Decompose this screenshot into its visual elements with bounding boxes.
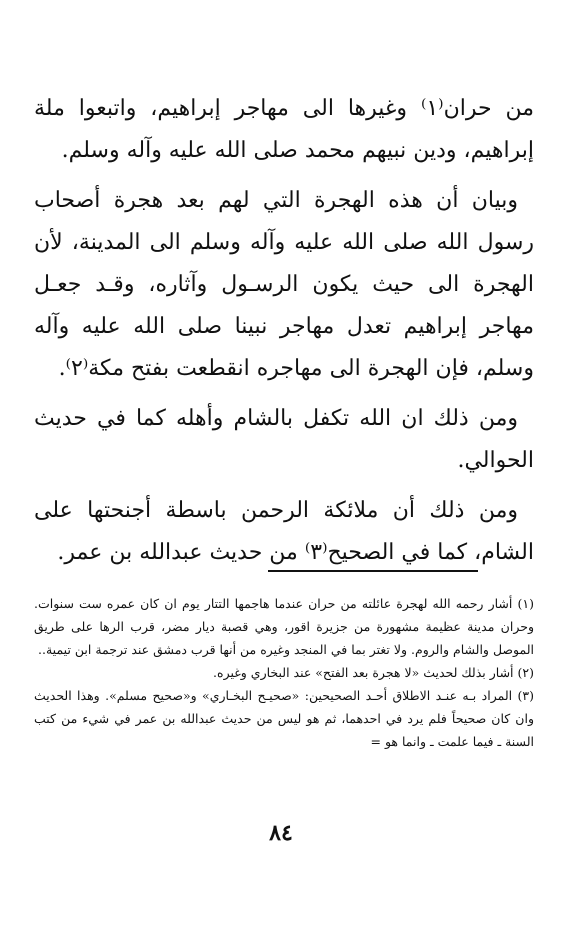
footnote-3: (٣) المراد بـه عنـد الاطلاق أحـد الصحيحين: «صحيـح البخـاري» و«صحيح مسلم». وهذا الحديث وان كان صحيحاً فلم يرد في احدهما، ثم هو ليس من حديث عبدالله بن عمر في شيء من كتب السنة ـ فيما علمت ـ وانما هو = (34, 688, 534, 749)
footnote-2: (٢) أشار بذلك لحديث «لا هجرة بعد الفتح» عند البخاري وغيره. (213, 665, 534, 680)
footnote-1: (١) أشار رحمه الله لهجرة عائلته من حران عندما هاجمها التتار يوم ان كان عمره ست سنوات. وحران مدينة عظيمة مشهورة من جزيرة اقور، وهي قصبة ديار مضر، قرب الرها على طريق الموصل والشام والروم. ولا تغتر بما في المنجد وغيره من أنها قرب دمشق عند ترجمة ابن تيمية.. (34, 596, 534, 657)
footnote-divider (268, 570, 478, 572)
page-number: ٨٤ (269, 820, 293, 846)
paragraph-3: ومن ذلك ان الله تكفل بالشام وأهله كما في حديث الحوالي. (34, 406, 534, 473)
paragraph-1: من حران⁽١⁾ وغيرها الى مهاجر إبراهيم، واتبعوا ملة إبراهيم، ودين نبيهم محمد صلى الله عليه وآله وسلم. (34, 96, 534, 163)
main-text (34, 88, 534, 582)
paragraph-2: وبيان أن هذه الهجرة التي لهم بعد هجرة أصحاب رسول الله صلى الله عليه وآله وسلم الى المدينة، لأن الهجرة الى حيث يكون الرسـول وآثاره، وقـد جعـل مهاجر إبراهيم تعدل مهاجر نبينا صلى الله عليه وآله وسلم، فإن الهجرة الى مهاجره انقطعت بفتح مكة⁽٢⁾. (34, 188, 534, 381)
footnotes (34, 592, 534, 753)
paragraph-4: ومن ذلك أن ملائكة الرحمن باسطة أجنحتها على الشام، كما في الصحيح⁽٣⁾ من حديث عبدالله بن عمر. (34, 498, 534, 565)
